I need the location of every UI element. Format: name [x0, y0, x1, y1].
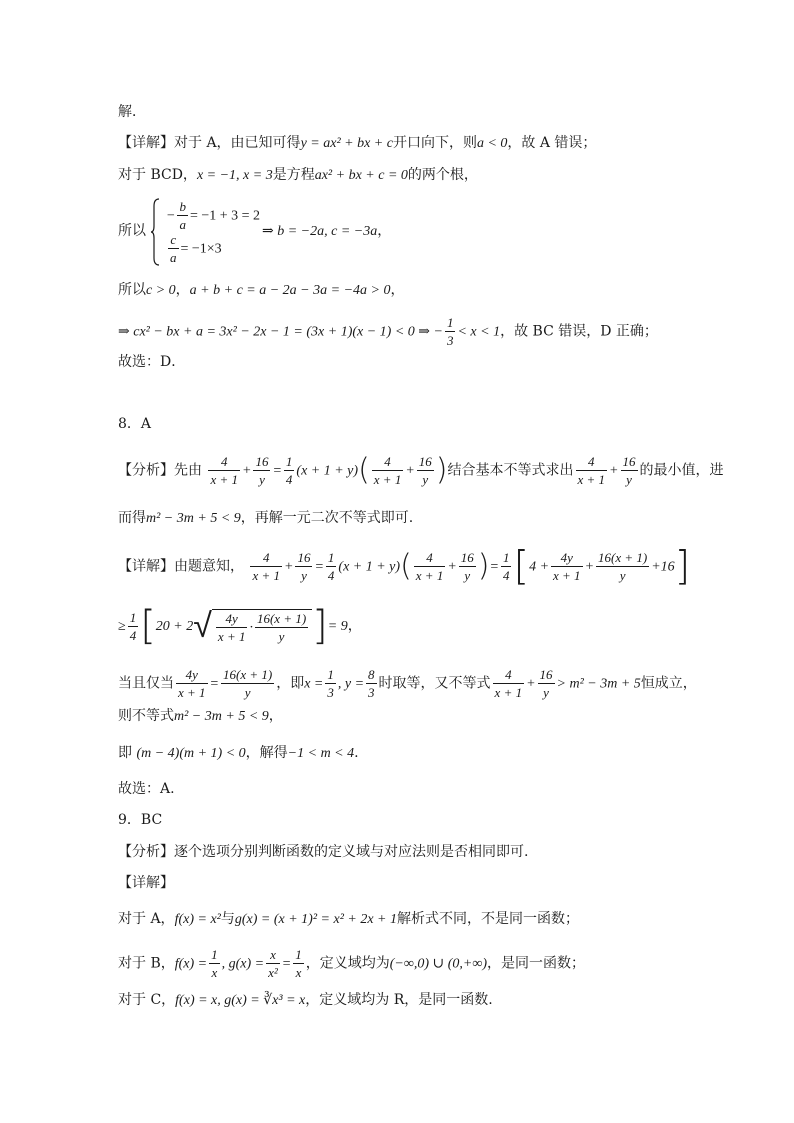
- text-line: 【详解】: [118, 875, 174, 891]
- sqrt-icon: √: [193, 606, 212, 646]
- text-line: 【详解】对于 A，由已知可得y = ax² + bx + c开口向下，则a < 0，故 A 错误；: [118, 135, 597, 151]
- text-line: 故选：D．: [118, 354, 186, 370]
- text-line: 所以: [118, 223, 146, 239]
- text-line: 【分析】逐个选项分别判断函数的定义域与对应法则是否相同即可.: [118, 844, 529, 860]
- text-line: ⇒ cx² − bx + a = 3x² − 2x − 1 = (3x + 1)(x − 1) < 0 ⇒ − $\frac{1}{3}$ < x < 1，故 BC 错误，D 正确；: [118, 315, 658, 348]
- text-line: 对于 B，f(x) = $\frac{1}{x}$ , g(x) = $\frac{x}{\text{x²}}$ = $\frac{1}{x}$ ，定义域均为(−∞,0) ∪ (0,+∞)，是同一函数；: [118, 947, 585, 980]
- text-line: 故选：A.: [118, 781, 175, 797]
- text-line: ⇒ b = −2a, c = −3a，: [262, 223, 392, 239]
- question-number: 9．BC: [118, 812, 163, 828]
- text-line: 解．: [118, 104, 146, 120]
- text-line: 则不等式m² − 3m + 5 < 9，: [118, 708, 283, 724]
- text-line: 对于 C，f(x) = x, g(x) = ∛x³ = x，定义域均为 R，是同一函数.: [118, 992, 493, 1008]
- text-line: 而得m² − 3m + 5 < 9，再解一元二次不等式即可.: [118, 510, 414, 526]
- text-line: 即 (m − 4)(m + 1) < 0，解得−1 < m < 4.: [118, 745, 359, 761]
- question-number: 8．A: [118, 416, 152, 432]
- text-line: 对于 A，f(x) = x²与g(x) = (x + 1)² = x² + 2x + 1解析式不同，不是同一函数；: [118, 911, 579, 927]
- text-line: ≥ $\frac{1}{4}$ [20 + 2√ $\frac{4y}{x + 1}$ · $\frac{16(x + 1)}{y}$ ]= 9，: [118, 603, 362, 649]
- text-line: 对于 BCD，x = −1, x = 3是方程ax² + bx + c = 0的两个根，: [118, 167, 478, 183]
- brace-icon: [150, 198, 160, 266]
- text-line: 【分析】先由 $\frac{4}{x + 1}$ + $\frac{16}{y}$ = $\frac{1}{4}$ (x + 1 + y)( $\frac{4}{x + 1}$ + $\frac{16}{y}$ )结合基本不等式求出 $\frac{4}{x + 1}$ + $\frac{16}{y}$ 的最小值，进: [118, 452, 724, 488]
- text-line: 所以c > 0，a + b + c = a − 2a − 3a = −4a > 0，: [118, 282, 405, 298]
- text-line: 【详解】由题意知， $\frac{4}{x + 1}$ + $\frac{16}{y}$ = $\frac{1}{4}$ (x + 1 + y)( $\frac{4}{x + 1}$ + $\frac{16}{y}$ )= $\frac{1}{4}$ [4 + $\frac{4y}{x + 1}$ + $\frac{16(x + 1)}{y}$ +16]: [118, 543, 691, 590]
- equation-row: − $\frac{b}{a}$ = −1 + 3 = 2: [166, 199, 261, 232]
- equation-row: $\frac{c}{a}$ = −1×3: [170, 232, 222, 265]
- text-line: 当且仅当 $\frac{4y}{x + 1}$ = $\frac{16(x + 1)}{y}$ ，即x = $\frac{1}{3}$ , y = $\frac{8}{3}$ 时取等，又不等式 $\frac{4}{x + 1}$ + $\frac{16}{y}$ > m² − 3m + 5恒成立，: [118, 667, 697, 700]
